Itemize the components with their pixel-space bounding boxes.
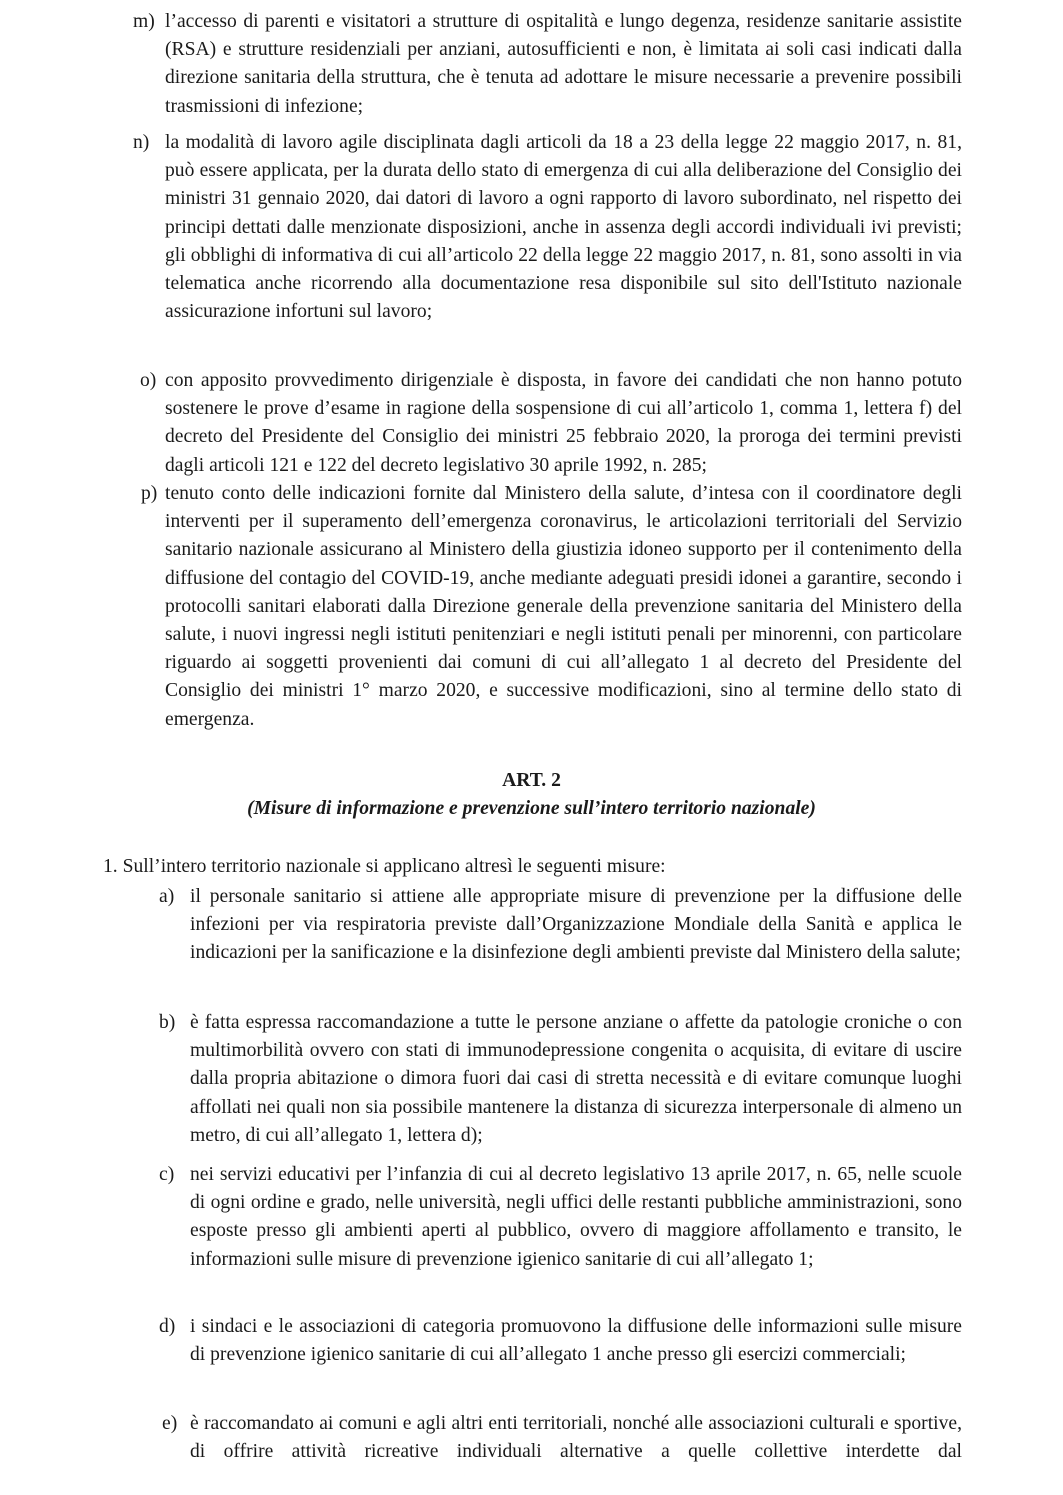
list-marker: b) <box>159 1012 176 1033</box>
sub-item-d <box>159 1313 962 1369</box>
list-marker: a) <box>159 886 175 907</box>
list-item-text: è raccomandato ai comuni e agli altri enti territoriali, nonché alle associazioni culturali e sportive, di offrire attività ricreative individuali alternative a quelle collettive interdette dal <box>190 1413 962 1463</box>
list-marker: e) <box>162 1413 178 1434</box>
paragraph-1: 1. Sull’intero territorio nazionale si applicano altresì le seguenti misure: <box>103 856 666 877</box>
list-marker: p) <box>141 483 158 504</box>
list-item-text: la modalità di lavoro agile disciplinata dagli articoli da 18 a 23 della legge 22 maggio 2017, n. 81, può essere applicata, per la durata dello stato di emergenza di cui alla deliberazione del Consiglio dei ministri 31 gennaio 2020, dai datori di lavoro a ogni rapporto di lavoro subordinato, nel rispetto dei principi dettati dalle menzionate disposizioni, anche in assenza degli accordi individuali ivi previsti; gli obblighi di informativa di cui all’articolo 22 della legge 22 maggio 2017, n. 81, sono assolti in via telematica anche ricorrendo alla documentazione resa disponibile sul sito dell'Istituto nazionale assicurazione infortuni sul lavoro; <box>165 132 962 323</box>
list-marker: o) <box>140 370 157 391</box>
list-item-p <box>141 480 962 734</box>
article-subtitle: (Misure di informazione e prevenzione sull’intero territorio nazionale) <box>247 798 816 819</box>
article-title: ART. 2 <box>502 770 561 791</box>
list-marker: m) <box>133 11 155 32</box>
list-item-m <box>133 8 962 121</box>
sub-item-c <box>159 1161 962 1274</box>
list-item-text: è fatta espressa raccomandazione a tutte le persone anziane o affette da patologie croniche o con multimorbilità ovvero con stati di immunodepressione congenita o acquisita, di evitare di uscire dalla propria abitazione o dimora fuori dai casi di stretta necessità e di evitare comunque luoghi affollati nei quali non sia possibile mantenere la distanza di sicurezza interpersonale di almeno un metro, di cui all’allegato 1, lettera d); <box>190 1012 962 1146</box>
list-marker: n) <box>133 132 150 153</box>
list-item-text: l’accesso di parenti e visitatori a strutture di ospitalità e lungo degenza, residenze sanitarie assistite (RSA) e strutture residenziali per anziani, autosufficienti e non, è limitata ai soli casi indicati dalla direzione sanitaria della struttura, che è tenuta ad adottare le misure necessarie a prevenire possibili trasmissioni di infezione; <box>165 11 962 117</box>
list-item-text: i sindaci e le associazioni di categoria promuovono la diffusione delle informazioni sulle misure di prevenzione igienico sanitarie di cui all’allegato 1 anche presso gli esercizi commerciali; <box>190 1316 962 1366</box>
list-marker: c) <box>159 1164 175 1185</box>
list-item-text: nei servizi educativi per l’infanzia di cui al decreto legislativo 13 aprile 2017, n. 65, nelle scuole di ogni ordine e grado, nelle università, negli uffici delle restanti pubbliche amministrazioni, sono esposte presso gli ambienti aperti al pubblico, ovvero di maggiore affollamento e transito, le informazioni sulle misure di prevenzione igienico sanitarie di cui all’allegato 1; <box>190 1164 962 1270</box>
sub-item-a <box>159 883 962 968</box>
list-item-text: con apposito provvedimento dirigenziale è disposta, in favore dei candidati che non hanno potuto sostenere le prove d’esame in ragione della sospensione di cui all’articolo 1, comma 1, lettera f) del decreto del Presidente del Consiglio dei ministri 25 febbraio 2020, la proroga dei termini previsti dagli articoli 121 e 122 del decreto legislativo 30 aprile 1992, n. 285; <box>165 370 962 476</box>
list-item-text: il personale sanitario si attiene alle appropriate misure di prevenzione per la diffusione delle infezioni per via respiratoria previste dall’Organizzazione Mondiale della Sanità e applica le indicazioni per la sanificazione e la disinfezione degli ambienti previste dal Ministero della salute; <box>190 886 962 964</box>
list-item-text: tenuto conto delle indicazioni fornite dal Ministero della salute, d’intesa con il coordinatore degli interventi per il superamento dell’emergenza coronavirus, le articolazioni territoriali del Servizio sanitario nazionale assicurano al Ministero della giustizia idoneo supporto per il contenimento della diffusione del contagio del COVID-19, anche mediante adeguati presidi idonei a garantire, secondo i protocolli sanitari elaborati dalla Direzione generale della prevenzione sanitaria del Ministero della salute, i nuovi ingressi negli istituti penitenziari e negli istituti penali per minorenni, con particolare riguardo ai soggetti provenienti dai comuni di cui all’allegato 1 al decreto del Presidente del Consiglio dei ministri 1° marzo 2020, e successive modificazioni, sino al termine dello stato di emergenza. <box>165 483 962 730</box>
sub-item-e <box>162 1410 962 1495</box>
list-item-n <box>133 129 962 326</box>
sub-item-b <box>159 1009 962 1150</box>
list-marker: d) <box>159 1316 176 1337</box>
list-item-o <box>140 367 962 480</box>
